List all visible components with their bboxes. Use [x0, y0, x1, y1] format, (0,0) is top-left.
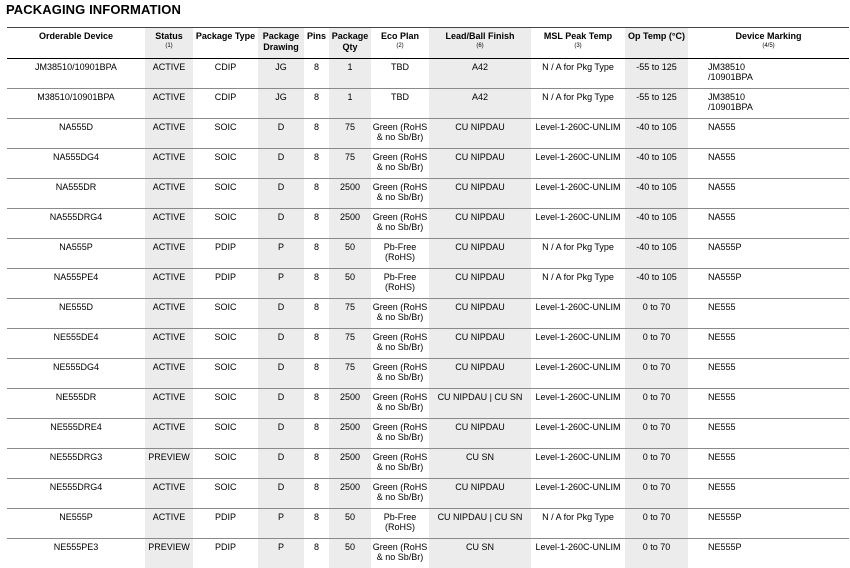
- cell-op-temp: -40 to 105: [625, 119, 688, 149]
- col-header-package-qty: Package Qty: [329, 28, 371, 59]
- cell-lead-finish: CU NIPDAU: [429, 479, 531, 509]
- cell-package-drawing: D: [258, 359, 304, 389]
- cell-eco-plan: Green (RoHS & no Sb/Br): [371, 419, 429, 449]
- cell-pins: 8: [304, 209, 329, 239]
- cell-package-drawing: D: [258, 299, 304, 329]
- col-header-lead-finish: Lead/Ball Finish (6): [429, 28, 531, 59]
- table-row: [7, 479, 849, 509]
- cell-pins: 8: [304, 119, 329, 149]
- cell-lead-finish: CU NIPDAU: [429, 269, 531, 299]
- cell-eco-plan: Green (RoHS & no Sb/Br): [371, 299, 429, 329]
- cell-package-qty: 75: [329, 119, 371, 149]
- cell-package-type: PDIP: [193, 539, 258, 568]
- table-row: [7, 359, 849, 389]
- cell-package-type: PDIP: [193, 269, 258, 299]
- cell-package-drawing: JG: [258, 89, 304, 119]
- cell-device-marking: NE555: [688, 449, 849, 479]
- cell-package-drawing: P: [258, 269, 304, 299]
- cell-pins: 8: [304, 509, 329, 539]
- cell-orderable-device: NA555DR: [7, 179, 145, 209]
- cell-status: ACTIVE: [145, 89, 193, 119]
- cell-eco-plan: Green (RoHS & no Sb/Br): [371, 179, 429, 209]
- table-row: [7, 179, 849, 209]
- cell-orderable-device: NA555PE4: [7, 269, 145, 299]
- cell-package-type: SOIC: [193, 299, 258, 329]
- cell-msl-peak-temp: Level-1-260C-UNLIM: [531, 209, 625, 239]
- cell-package-qty: 2500: [329, 209, 371, 239]
- cell-orderable-device: NE555P: [7, 509, 145, 539]
- cell-lead-finish: CU NIPDAU: [429, 149, 531, 179]
- cell-package-type: SOIC: [193, 449, 258, 479]
- cell-lead-finish: CU NIPDAU: [429, 179, 531, 209]
- cell-op-temp: -40 to 105: [625, 269, 688, 299]
- cell-pins: 8: [304, 89, 329, 119]
- cell-lead-finish: A42: [429, 89, 531, 119]
- table-row: [7, 419, 849, 449]
- cell-status: ACTIVE: [145, 209, 193, 239]
- cell-pins: 8: [304, 449, 329, 479]
- cell-lead-finish: CU NIPDAU: [429, 359, 531, 389]
- cell-lead-finish: CU SN: [429, 539, 531, 568]
- cell-orderable-device: NE555DRG4: [7, 479, 145, 509]
- cell-package-drawing: D: [258, 119, 304, 149]
- cell-op-temp: -55 to 125: [625, 89, 688, 119]
- cell-orderable-device: JM38510/10901BPA: [7, 59, 145, 89]
- cell-eco-plan: Green (RoHS & no Sb/Br): [371, 539, 429, 568]
- table-row: [7, 209, 849, 239]
- cell-package-type: SOIC: [193, 419, 258, 449]
- cell-package-type: PDIP: [193, 239, 258, 269]
- cell-status: ACTIVE: [145, 479, 193, 509]
- cell-device-marking: NE555: [688, 419, 849, 449]
- cell-device-marking: JM38510 /10901BPA: [688, 89, 849, 119]
- cell-op-temp: 0 to 70: [625, 389, 688, 419]
- col-header-eco-plan: Eco Plan (2): [371, 28, 429, 59]
- cell-orderable-device: NA555P: [7, 239, 145, 269]
- cell-eco-plan: Green (RoHS & no Sb/Br): [371, 329, 429, 359]
- cell-msl-peak-temp: N / A for Pkg Type: [531, 239, 625, 269]
- cell-op-temp: 0 to 70: [625, 359, 688, 389]
- cell-package-qty: 2500: [329, 479, 371, 509]
- cell-msl-peak-temp: Level-1-260C-UNLIM: [531, 149, 625, 179]
- cell-orderable-device: NE555DE4: [7, 329, 145, 359]
- cell-device-marking: NA555P: [688, 239, 849, 269]
- cell-device-marking: NE555: [688, 359, 849, 389]
- cell-op-temp: 0 to 70: [625, 299, 688, 329]
- cell-package-type: SOIC: [193, 329, 258, 359]
- cell-msl-peak-temp: Level-1-260C-UNLIM: [531, 299, 625, 329]
- cell-package-drawing: D: [258, 419, 304, 449]
- cell-status: PREVIEW: [145, 539, 193, 568]
- cell-package-type: SOIC: [193, 209, 258, 239]
- cell-status: ACTIVE: [145, 239, 193, 269]
- col-header-pins: Pins: [304, 28, 329, 59]
- cell-package-qty: 50: [329, 269, 371, 299]
- col-header-device: Orderable Device: [7, 28, 145, 59]
- cell-msl-peak-temp: Level-1-260C-UNLIM: [531, 329, 625, 359]
- cell-lead-finish: CU NIPDAU | CU SN: [429, 509, 531, 539]
- cell-msl-peak-temp: Level-1-260C-UNLIM: [531, 119, 625, 149]
- cell-msl-peak-temp: N / A for Pkg Type: [531, 269, 625, 299]
- cell-eco-plan: TBD: [371, 59, 429, 89]
- table-row: [7, 149, 849, 179]
- cell-op-temp: -40 to 105: [625, 209, 688, 239]
- cell-lead-finish: CU NIPDAU: [429, 419, 531, 449]
- table-row: [7, 329, 849, 359]
- table-row: [7, 299, 849, 329]
- cell-op-temp: 0 to 70: [625, 509, 688, 539]
- cell-device-marking: NE555: [688, 299, 849, 329]
- cell-eco-plan: Green (RoHS & no Sb/Br): [371, 149, 429, 179]
- cell-package-drawing: JG: [258, 59, 304, 89]
- cell-pins: 8: [304, 239, 329, 269]
- cell-package-drawing: P: [258, 239, 304, 269]
- cell-eco-plan: Green (RoHS & no Sb/Br): [371, 359, 429, 389]
- cell-package-drawing: D: [258, 479, 304, 509]
- cell-msl-peak-temp: Level-1-260C-UNLIM: [531, 389, 625, 419]
- cell-status: ACTIVE: [145, 509, 193, 539]
- cell-eco-plan: Green (RoHS & no Sb/Br): [371, 389, 429, 419]
- table-row: [7, 269, 849, 299]
- cell-pins: 8: [304, 299, 329, 329]
- cell-device-marking: JM38510 /10901BPA: [688, 59, 849, 89]
- cell-package-drawing: P: [258, 539, 304, 568]
- header-row: [7, 28, 849, 59]
- cell-package-qty: 50: [329, 539, 371, 568]
- cell-device-marking: NA555: [688, 179, 849, 209]
- cell-op-temp: -40 to 105: [625, 179, 688, 209]
- cell-pins: 8: [304, 329, 329, 359]
- cell-package-qty: 75: [329, 299, 371, 329]
- cell-pins: 8: [304, 419, 329, 449]
- cell-lead-finish: CU NIPDAU: [429, 239, 531, 269]
- page-title: PACKAGING INFORMATION: [6, 2, 181, 17]
- cell-status: ACTIVE: [145, 119, 193, 149]
- cell-status: ACTIVE: [145, 359, 193, 389]
- cell-op-temp: 0 to 70: [625, 449, 688, 479]
- cell-status: ACTIVE: [145, 329, 193, 359]
- cell-device-marking: NE555: [688, 329, 849, 359]
- cell-package-drawing: D: [258, 209, 304, 239]
- table-row: [7, 389, 849, 419]
- cell-pins: 8: [304, 359, 329, 389]
- cell-device-marking: NA555: [688, 209, 849, 239]
- cell-device-marking: NA555P: [688, 269, 849, 299]
- cell-status: ACTIVE: [145, 299, 193, 329]
- cell-package-type: SOIC: [193, 479, 258, 509]
- cell-lead-finish: CU NIPDAU: [429, 209, 531, 239]
- cell-orderable-device: NE555DG4: [7, 359, 145, 389]
- cell-pins: 8: [304, 149, 329, 179]
- cell-orderable-device: NA555DRG4: [7, 209, 145, 239]
- cell-package-qty: 50: [329, 239, 371, 269]
- cell-msl-peak-temp: Level-1-260C-UNLIM: [531, 419, 625, 449]
- cell-device-marking: NE555: [688, 389, 849, 419]
- cell-package-drawing: D: [258, 149, 304, 179]
- cell-device-marking: NE555: [688, 479, 849, 509]
- cell-orderable-device: NE555DR: [7, 389, 145, 419]
- cell-package-qty: 75: [329, 329, 371, 359]
- cell-status: ACTIVE: [145, 59, 193, 89]
- cell-msl-peak-temp: Level-1-260C-UNLIM: [531, 539, 625, 568]
- cell-package-qty: 2500: [329, 419, 371, 449]
- cell-orderable-device: M38510/10901BPA: [7, 89, 145, 119]
- cell-lead-finish: CU NIPDAU | CU SN: [429, 389, 531, 419]
- cell-msl-peak-temp: Level-1-260C-UNLIM: [531, 479, 625, 509]
- cell-pins: 8: [304, 479, 329, 509]
- cell-package-qty: 1: [329, 59, 371, 89]
- cell-op-temp: 0 to 70: [625, 329, 688, 359]
- cell-package-type: SOIC: [193, 359, 258, 389]
- cell-package-qty: 50: [329, 509, 371, 539]
- cell-package-type: CDIP: [193, 89, 258, 119]
- cell-package-qty: 2500: [329, 389, 371, 419]
- cell-status: ACTIVE: [145, 179, 193, 209]
- cell-package-type: SOIC: [193, 149, 258, 179]
- cell-op-temp: 0 to 70: [625, 479, 688, 509]
- cell-msl-peak-temp: Level-1-260C-UNLIM: [531, 359, 625, 389]
- cell-pins: 8: [304, 179, 329, 209]
- cell-package-qty: 75: [329, 149, 371, 179]
- cell-orderable-device: NE555PE3: [7, 539, 145, 568]
- cell-pins: 8: [304, 269, 329, 299]
- cell-lead-finish: CU NIPDAU: [429, 119, 531, 149]
- cell-package-qty: 2500: [329, 179, 371, 209]
- cell-status: PREVIEW: [145, 449, 193, 479]
- col-header-msl-peak-temp: MSL Peak Temp (3): [531, 28, 625, 59]
- cell-eco-plan: Green (RoHS & no Sb/Br): [371, 479, 429, 509]
- cell-pins: 8: [304, 389, 329, 419]
- cell-orderable-device: NE555DRE4: [7, 419, 145, 449]
- cell-device-marking: NE555P: [688, 539, 849, 568]
- cell-package-qty: 1: [329, 89, 371, 119]
- cell-lead-finish: CU NIPDAU: [429, 329, 531, 359]
- cell-eco-plan: Pb-Free (RoHS): [371, 509, 429, 539]
- cell-eco-plan: TBD: [371, 89, 429, 119]
- cell-lead-finish: CU NIPDAU: [429, 299, 531, 329]
- cell-status: ACTIVE: [145, 389, 193, 419]
- cell-package-qty: 75: [329, 359, 371, 389]
- cell-orderable-device: NE555DRG3: [7, 449, 145, 479]
- cell-package-type: SOIC: [193, 119, 258, 149]
- cell-package-type: CDIP: [193, 59, 258, 89]
- table-row: [7, 89, 849, 119]
- cell-lead-finish: A42: [429, 59, 531, 89]
- cell-eco-plan: Green (RoHS & no Sb/Br): [371, 209, 429, 239]
- cell-op-temp: -40 to 105: [625, 239, 688, 269]
- cell-package-drawing: D: [258, 179, 304, 209]
- cell-status: ACTIVE: [145, 149, 193, 179]
- table-row: [7, 239, 849, 269]
- cell-op-temp: 0 to 70: [625, 419, 688, 449]
- cell-device-marking: NA555: [688, 149, 849, 179]
- cell-op-temp: -40 to 105: [625, 149, 688, 179]
- col-header-status: Status (1): [145, 28, 193, 59]
- col-header-package-type: Package Type: [193, 28, 258, 59]
- col-header-op-temp: Op Temp (°C): [625, 28, 688, 59]
- cell-package-type: SOIC: [193, 179, 258, 209]
- cell-package-type: SOIC: [193, 389, 258, 419]
- cell-msl-peak-temp: Level-1-260C-UNLIM: [531, 449, 625, 479]
- table-row: [7, 119, 849, 149]
- cell-eco-plan: Pb-Free (RoHS): [371, 269, 429, 299]
- cell-package-qty: 2500: [329, 449, 371, 479]
- cell-msl-peak-temp: N / A for Pkg Type: [531, 59, 625, 89]
- packaging-table: [7, 27, 849, 568]
- cell-eco-plan: Green (RoHS & no Sb/Br): [371, 449, 429, 479]
- cell-op-temp: -55 to 125: [625, 59, 688, 89]
- cell-msl-peak-temp: Level-1-260C-UNLIM: [531, 179, 625, 209]
- cell-op-temp: 0 to 70: [625, 539, 688, 568]
- cell-pins: 8: [304, 539, 329, 568]
- table-row: [7, 539, 849, 568]
- cell-msl-peak-temp: N / A for Pkg Type: [531, 509, 625, 539]
- cell-device-marking: NE555P: [688, 509, 849, 539]
- cell-orderable-device: NA555D: [7, 119, 145, 149]
- cell-status: ACTIVE: [145, 419, 193, 449]
- cell-package-drawing: D: [258, 389, 304, 419]
- cell-package-drawing: D: [258, 329, 304, 359]
- cell-lead-finish: CU SN: [429, 449, 531, 479]
- cell-status: ACTIVE: [145, 269, 193, 299]
- cell-pins: 8: [304, 59, 329, 89]
- cell-package-drawing: D: [258, 449, 304, 479]
- table-row: [7, 509, 849, 539]
- cell-eco-plan: Green (RoHS & no Sb/Br): [371, 119, 429, 149]
- cell-msl-peak-temp: N / A for Pkg Type: [531, 89, 625, 119]
- table-row: [7, 449, 849, 479]
- table-row: [7, 59, 849, 89]
- cell-package-drawing: P: [258, 509, 304, 539]
- cell-orderable-device: NE555D: [7, 299, 145, 329]
- col-header-package-drawing: Package Drawing: [258, 28, 304, 59]
- cell-orderable-device: NA555DG4: [7, 149, 145, 179]
- col-header-device-marking: Device Marking (4/5): [688, 28, 849, 59]
- cell-eco-plan: Pb-Free (RoHS): [371, 239, 429, 269]
- cell-device-marking: NA555: [688, 119, 849, 149]
- cell-package-type: PDIP: [193, 509, 258, 539]
